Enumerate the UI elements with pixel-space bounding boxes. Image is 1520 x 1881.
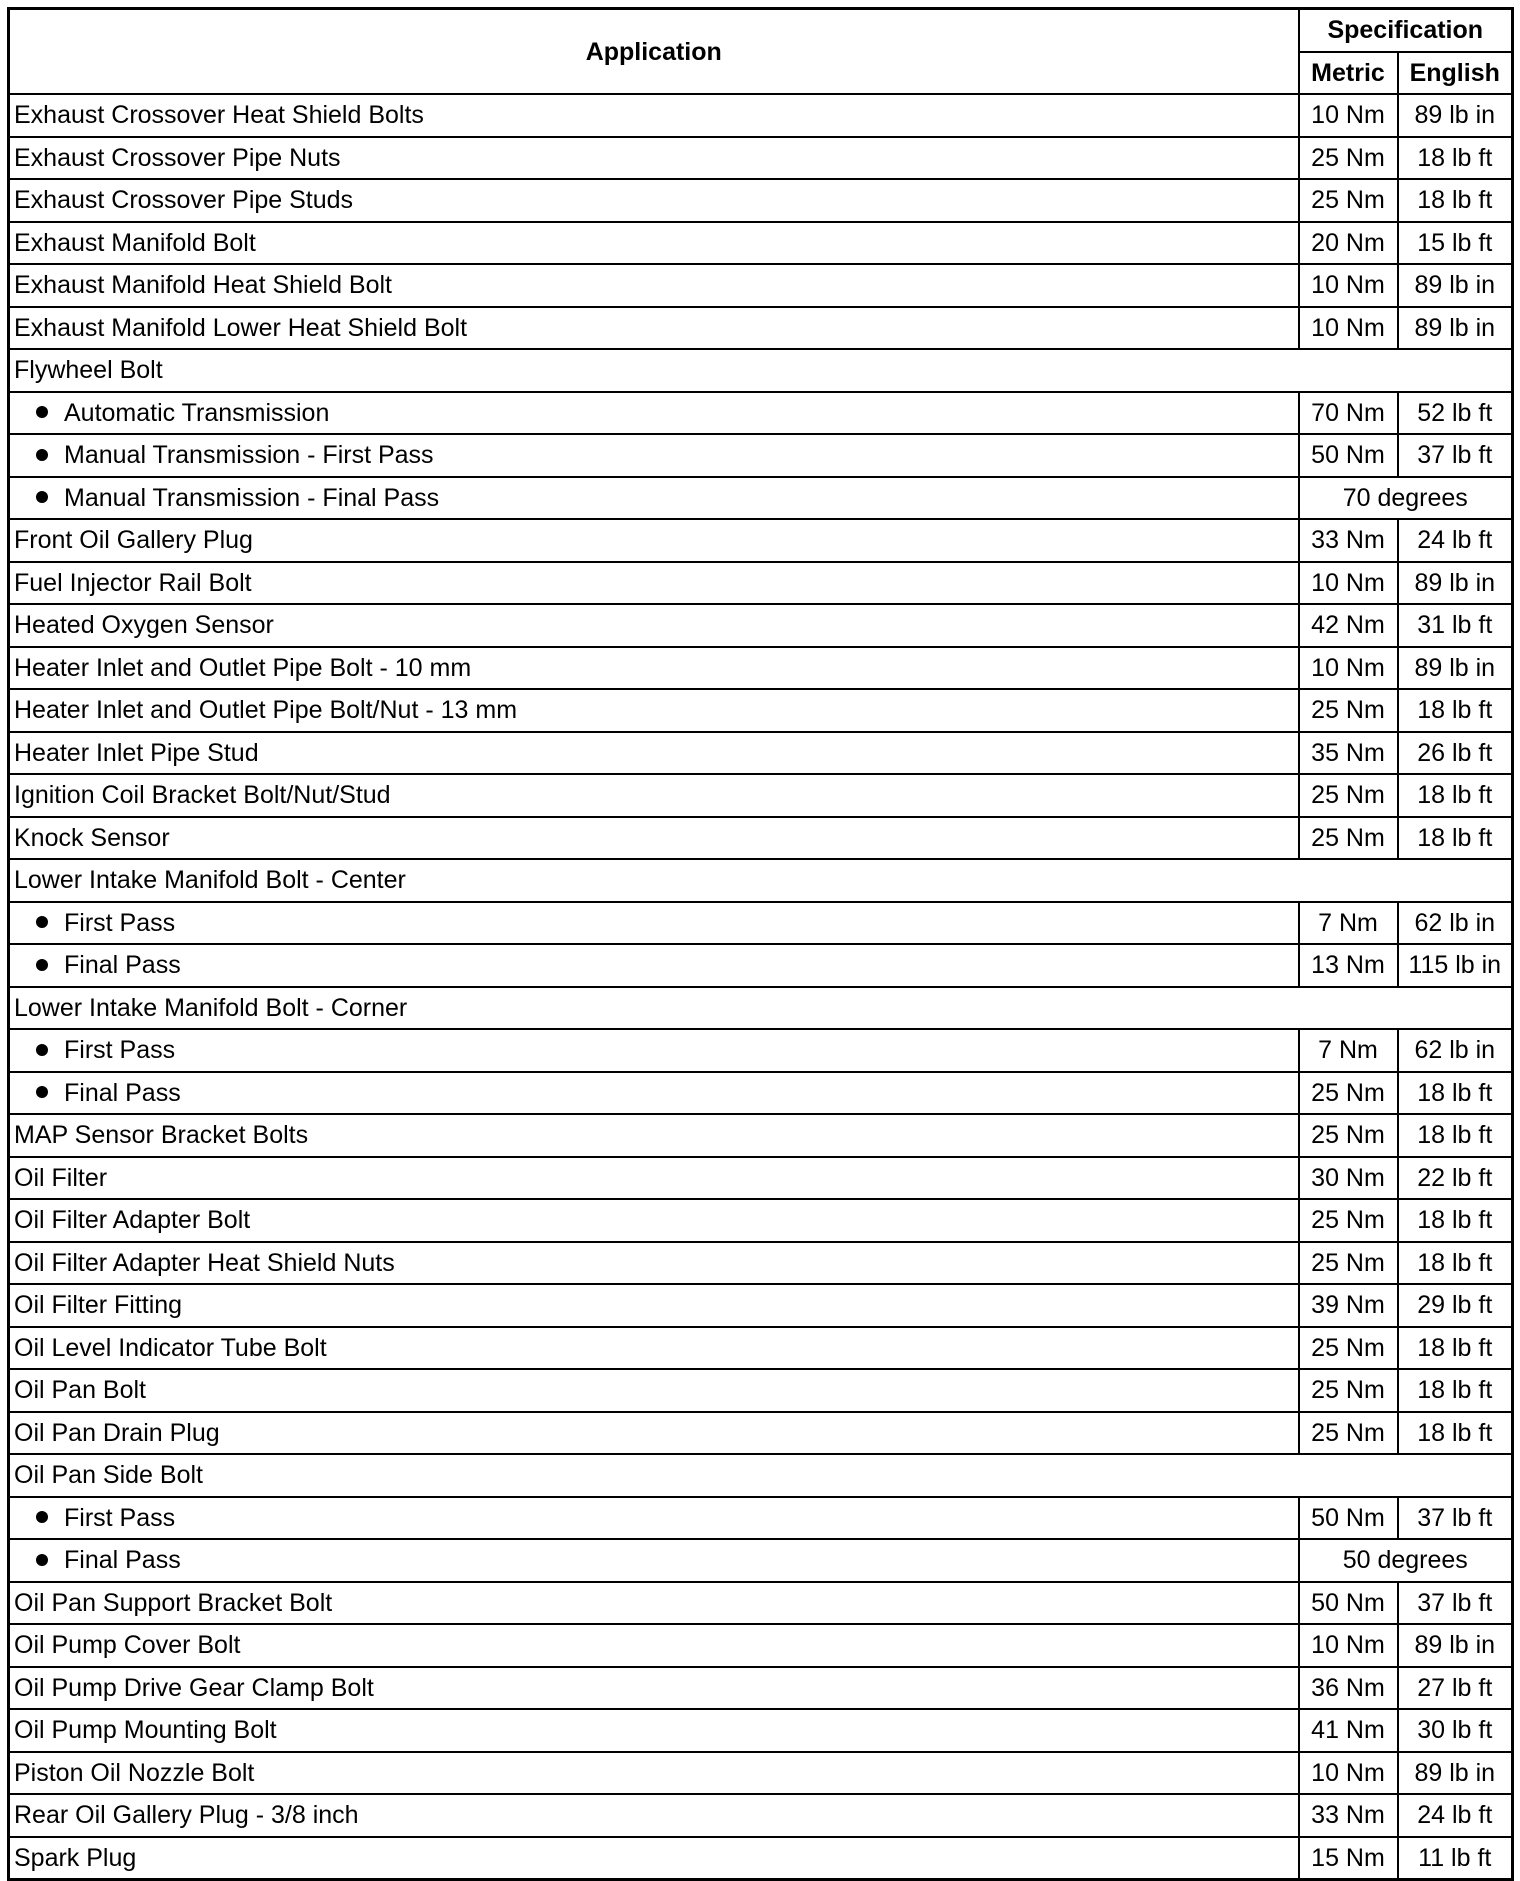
application-cell: [9, 1794, 1299, 1837]
english-cell: 62 lb in: [1398, 1029, 1513, 1072]
table-row: [9, 1794, 1513, 1837]
table-row: [9, 604, 1513, 647]
metric-cell: 42 Nm: [1299, 604, 1398, 647]
english-cell: 18 lb ft: [1398, 179, 1513, 222]
table-row: [9, 1582, 1513, 1625]
bullet-icon: [36, 1044, 48, 1056]
specification-cell: 50 degrees: [1299, 1539, 1513, 1582]
table-row: [9, 1412, 1513, 1455]
bullet-icon: [36, 1086, 48, 1098]
application-label: Exhaust Crossover Heat Shield Bolts: [14, 101, 424, 130]
english-cell: 52 lb ft: [1398, 392, 1513, 435]
application-cell: [9, 1624, 1299, 1667]
metric-cell: 10 Nm: [1299, 1624, 1398, 1667]
application-label: Oil Pan Side Bolt: [14, 1461, 203, 1490]
table-row: [9, 689, 1513, 732]
application-label: Oil Pump Mounting Bolt: [14, 1716, 277, 1745]
application-label: First Pass: [64, 1503, 176, 1532]
table-row: [9, 434, 1513, 477]
application-cell: [9, 1837, 1299, 1880]
application-cell: [9, 1582, 1299, 1625]
application-label: Oil Filter Adapter Bolt: [14, 1206, 251, 1235]
english-cell: 62 lb in: [1398, 902, 1513, 945]
english-cell: 89 lb in: [1398, 1752, 1513, 1795]
application-cell: [9, 94, 1299, 137]
metric-cell: 36 Nm: [1299, 1667, 1398, 1710]
english-cell: 18 lb ft: [1398, 817, 1513, 860]
application-label: Oil Pan Bolt: [14, 1376, 147, 1405]
table-row: [9, 1369, 1513, 1412]
english-cell: 18 lb ft: [1398, 137, 1513, 180]
application-cell: [9, 1454, 1513, 1497]
table-row: [9, 774, 1513, 817]
table-row: [9, 1454, 1513, 1497]
metric-cell: 25 Nm: [1299, 1114, 1398, 1157]
table-row: [9, 1667, 1513, 1710]
metric-cell: 33 Nm: [1299, 519, 1398, 562]
table-row: [9, 1327, 1513, 1370]
application-label: Exhaust Manifold Heat Shield Bolt: [14, 271, 392, 300]
table-row: [9, 1242, 1513, 1285]
application-label: Heater Inlet Pipe Stud: [14, 738, 259, 767]
table-row: [9, 1284, 1513, 1327]
application-cell: [9, 1072, 1299, 1115]
application-label: Automatic Transmission: [64, 398, 330, 427]
metric-cell: 13 Nm: [1299, 944, 1398, 987]
table-body: [9, 94, 1513, 1880]
application-label: Heated Oxygen Sensor: [14, 611, 274, 640]
application-cell: [9, 859, 1513, 902]
english-cell: 27 lb ft: [1398, 1667, 1513, 1710]
table-row: [9, 987, 1513, 1030]
english-cell: 18 lb ft: [1398, 1327, 1513, 1370]
metric-cell: 25 Nm: [1299, 179, 1398, 222]
application-label: Ignition Coil Bracket Bolt/Nut/Stud: [14, 781, 391, 810]
metric-cell: 25 Nm: [1299, 1327, 1398, 1370]
english-cell: 30 lb ft: [1398, 1709, 1513, 1752]
application-label: First Pass: [64, 908, 176, 937]
english-cell: 18 lb ft: [1398, 774, 1513, 817]
header-metric: Metric: [1299, 52, 1398, 95]
table-row: [9, 477, 1513, 520]
english-cell: 18 lb ft: [1398, 1114, 1513, 1157]
application-label: First Pass: [64, 1036, 176, 1065]
metric-cell: 50 Nm: [1299, 1582, 1398, 1625]
application-cell: [9, 1327, 1299, 1370]
english-cell: 115 lb in: [1398, 944, 1513, 987]
application-cell: [9, 1412, 1299, 1455]
application-cell: [9, 179, 1299, 222]
application-label: Front Oil Gallery Plug: [14, 526, 253, 555]
table-row: [9, 1497, 1513, 1540]
application-cell: [9, 902, 1299, 945]
application-label: Oil Filter: [14, 1163, 108, 1192]
metric-cell: 10 Nm: [1299, 307, 1398, 350]
application-label: Oil Pan Drain Plug: [14, 1418, 220, 1447]
metric-cell: 39 Nm: [1299, 1284, 1398, 1327]
application-cell: [9, 434, 1299, 477]
bullet-icon: [36, 959, 48, 971]
application-label: Spark Plug: [14, 1843, 137, 1872]
application-label: Final Pass: [64, 1546, 181, 1575]
english-cell: 22 lb ft: [1398, 1157, 1513, 1200]
metric-cell: 25 Nm: [1299, 137, 1398, 180]
bullet-icon: [36, 449, 48, 461]
table-row: [9, 222, 1513, 265]
english-cell: 37 lb ft: [1398, 434, 1513, 477]
metric-cell: 10 Nm: [1299, 264, 1398, 307]
table-row: [9, 1709, 1513, 1752]
application-label: Exhaust Crossover Pipe Nuts: [14, 143, 341, 172]
application-cell: [9, 1752, 1299, 1795]
english-cell: 18 lb ft: [1398, 1242, 1513, 1285]
metric-cell: 41 Nm: [1299, 1709, 1398, 1752]
application-cell: [9, 1709, 1299, 1752]
application-cell: [9, 307, 1299, 350]
table-row: [9, 349, 1513, 392]
metric-cell: 25 Nm: [1299, 1199, 1398, 1242]
application-cell: [9, 519, 1299, 562]
english-cell: 89 lb in: [1398, 94, 1513, 137]
application-cell: [9, 1114, 1299, 1157]
specification-cell: 70 degrees: [1299, 477, 1513, 520]
application-label: Final Pass: [64, 1078, 181, 1107]
metric-cell: 25 Nm: [1299, 1072, 1398, 1115]
metric-cell: 50 Nm: [1299, 434, 1398, 477]
application-cell: [9, 1284, 1299, 1327]
application-label: Fuel Injector Rail Bolt: [14, 568, 252, 597]
metric-cell: 35 Nm: [1299, 732, 1398, 775]
table-row: [9, 519, 1513, 562]
application-label: Oil Pump Cover Bolt: [14, 1631, 241, 1660]
english-cell: 29 lb ft: [1398, 1284, 1513, 1327]
application-label: Oil Filter Fitting: [14, 1291, 183, 1320]
english-cell: 24 lb ft: [1398, 519, 1513, 562]
metric-cell: 33 Nm: [1299, 1794, 1398, 1837]
table-row: [9, 137, 1513, 180]
metric-cell: 10 Nm: [1299, 94, 1398, 137]
bullet-icon: [36, 406, 48, 418]
table-row: [9, 392, 1513, 435]
application-cell: [9, 732, 1299, 775]
application-cell: [9, 137, 1299, 180]
metric-cell: 10 Nm: [1299, 562, 1398, 605]
bullet-icon: [36, 491, 48, 503]
english-cell: 26 lb ft: [1398, 732, 1513, 775]
english-cell: 18 lb ft: [1398, 1412, 1513, 1455]
application-label: Exhaust Crossover Pipe Studs: [14, 186, 354, 215]
application-cell: [9, 1497, 1299, 1540]
table-row: [9, 179, 1513, 222]
application-cell: [9, 1029, 1299, 1072]
table-row: [9, 1752, 1513, 1795]
table-row: [9, 647, 1513, 690]
table-row: [9, 1624, 1513, 1667]
application-cell: [9, 1157, 1299, 1200]
metric-cell: 20 Nm: [1299, 222, 1398, 265]
table-row: [9, 1837, 1513, 1880]
metric-cell: 30 Nm: [1299, 1157, 1398, 1200]
metric-cell: 25 Nm: [1299, 1242, 1398, 1285]
application-cell: [9, 477, 1299, 520]
header-specification: Specification: [1299, 9, 1513, 52]
application-label: Manual Transmission - Final Pass: [64, 483, 440, 512]
application-cell: [9, 604, 1299, 647]
application-label: Oil Level Indicator Tube Bolt: [14, 1333, 327, 1362]
application-cell: [9, 774, 1299, 817]
table-row: [9, 1157, 1513, 1200]
application-cell: [9, 1242, 1299, 1285]
english-cell: 89 lb in: [1398, 264, 1513, 307]
table-row: [9, 94, 1513, 137]
table-row: [9, 859, 1513, 902]
table-row: [9, 1199, 1513, 1242]
table-row: [9, 562, 1513, 605]
english-cell: 37 lb ft: [1398, 1582, 1513, 1625]
application-cell: [9, 817, 1299, 860]
metric-cell: 7 Nm: [1299, 902, 1398, 945]
english-cell: 37 lb ft: [1398, 1497, 1513, 1540]
application-label: Manual Transmission - First Pass: [64, 441, 434, 470]
application-label: Exhaust Manifold Bolt: [14, 228, 256, 257]
application-cell: [9, 1199, 1299, 1242]
application-label: Lower Intake Manifold Bolt - Corner: [14, 993, 408, 1022]
application-cell: [9, 1369, 1299, 1412]
header-english: English: [1398, 52, 1513, 95]
metric-cell: 25 Nm: [1299, 774, 1398, 817]
application-label: Flywheel Bolt: [14, 356, 163, 385]
application-cell: [9, 944, 1299, 987]
bullet-icon: [36, 1554, 48, 1566]
table-row: [9, 1029, 1513, 1072]
english-cell: 31 lb ft: [1398, 604, 1513, 647]
application-label: Oil Filter Adapter Heat Shield Nuts: [14, 1248, 395, 1277]
table-row: [9, 307, 1513, 350]
english-cell: 89 lb in: [1398, 1624, 1513, 1667]
english-cell: 18 lb ft: [1398, 689, 1513, 732]
english-cell: 18 lb ft: [1398, 1199, 1513, 1242]
application-cell: [9, 1667, 1299, 1710]
table-row: [9, 732, 1513, 775]
metric-cell: 15 Nm: [1299, 1837, 1398, 1880]
application-cell: [9, 689, 1299, 732]
metric-cell: 70 Nm: [1299, 392, 1398, 435]
header-row-top: [9, 9, 1513, 52]
application-cell: [9, 392, 1299, 435]
application-label: Piston Oil Nozzle Bolt: [14, 1758, 255, 1787]
metric-cell: 50 Nm: [1299, 1497, 1398, 1540]
table-row: [9, 1072, 1513, 1115]
application-cell: [9, 264, 1299, 307]
application-cell: [9, 222, 1299, 265]
english-cell: 15 lb ft: [1398, 222, 1513, 265]
application-cell: [9, 349, 1513, 392]
application-label: Rear Oil Gallery Plug - 3/8 inch: [14, 1801, 359, 1830]
english-cell: 18 lb ft: [1398, 1072, 1513, 1115]
table-row: [9, 1114, 1513, 1157]
application-cell: [9, 562, 1299, 605]
bullet-icon: [36, 1511, 48, 1523]
metric-cell: 25 Nm: [1299, 1412, 1398, 1455]
application-label: MAP Sensor Bracket Bolts: [14, 1121, 309, 1150]
english-cell: 11 lb ft: [1398, 1837, 1513, 1880]
metric-cell: 7 Nm: [1299, 1029, 1398, 1072]
english-cell: 89 lb in: [1398, 562, 1513, 605]
application-label: Oil Pump Drive Gear Clamp Bolt: [14, 1673, 374, 1702]
english-cell: 24 lb ft: [1398, 1794, 1513, 1837]
metric-cell: 25 Nm: [1299, 1369, 1398, 1412]
table-row: [9, 944, 1513, 987]
application-cell: [9, 647, 1299, 690]
table-row: [9, 902, 1513, 945]
application-label: Heater Inlet and Outlet Pipe Bolt - 10 mm: [14, 653, 472, 682]
metric-cell: 10 Nm: [1299, 647, 1398, 690]
bullet-icon: [36, 916, 48, 928]
metric-cell: 25 Nm: [1299, 817, 1398, 860]
table-row: [9, 264, 1513, 307]
metric-cell: 25 Nm: [1299, 689, 1398, 732]
table-row: [9, 1539, 1513, 1582]
application-label: Knock Sensor: [14, 823, 170, 852]
application-cell: [9, 1539, 1299, 1582]
metric-cell: 10 Nm: [1299, 1752, 1398, 1795]
application-cell: [9, 987, 1513, 1030]
english-cell: 89 lb in: [1398, 307, 1513, 350]
header-application: Application: [9, 9, 1299, 95]
torque-specification-table: [7, 7, 1514, 1881]
application-label: Heater Inlet and Outlet Pipe Bolt/Nut - 13 mm: [14, 696, 518, 725]
application-label: Exhaust Manifold Lower Heat Shield Bolt: [14, 313, 468, 342]
application-label: Lower Intake Manifold Bolt - Center: [14, 866, 406, 895]
application-label: Final Pass: [64, 951, 181, 980]
application-label: Oil Pan Support Bracket Bolt: [14, 1588, 333, 1617]
english-cell: 18 lb ft: [1398, 1369, 1513, 1412]
english-cell: 89 lb in: [1398, 647, 1513, 690]
table-row: [9, 817, 1513, 860]
